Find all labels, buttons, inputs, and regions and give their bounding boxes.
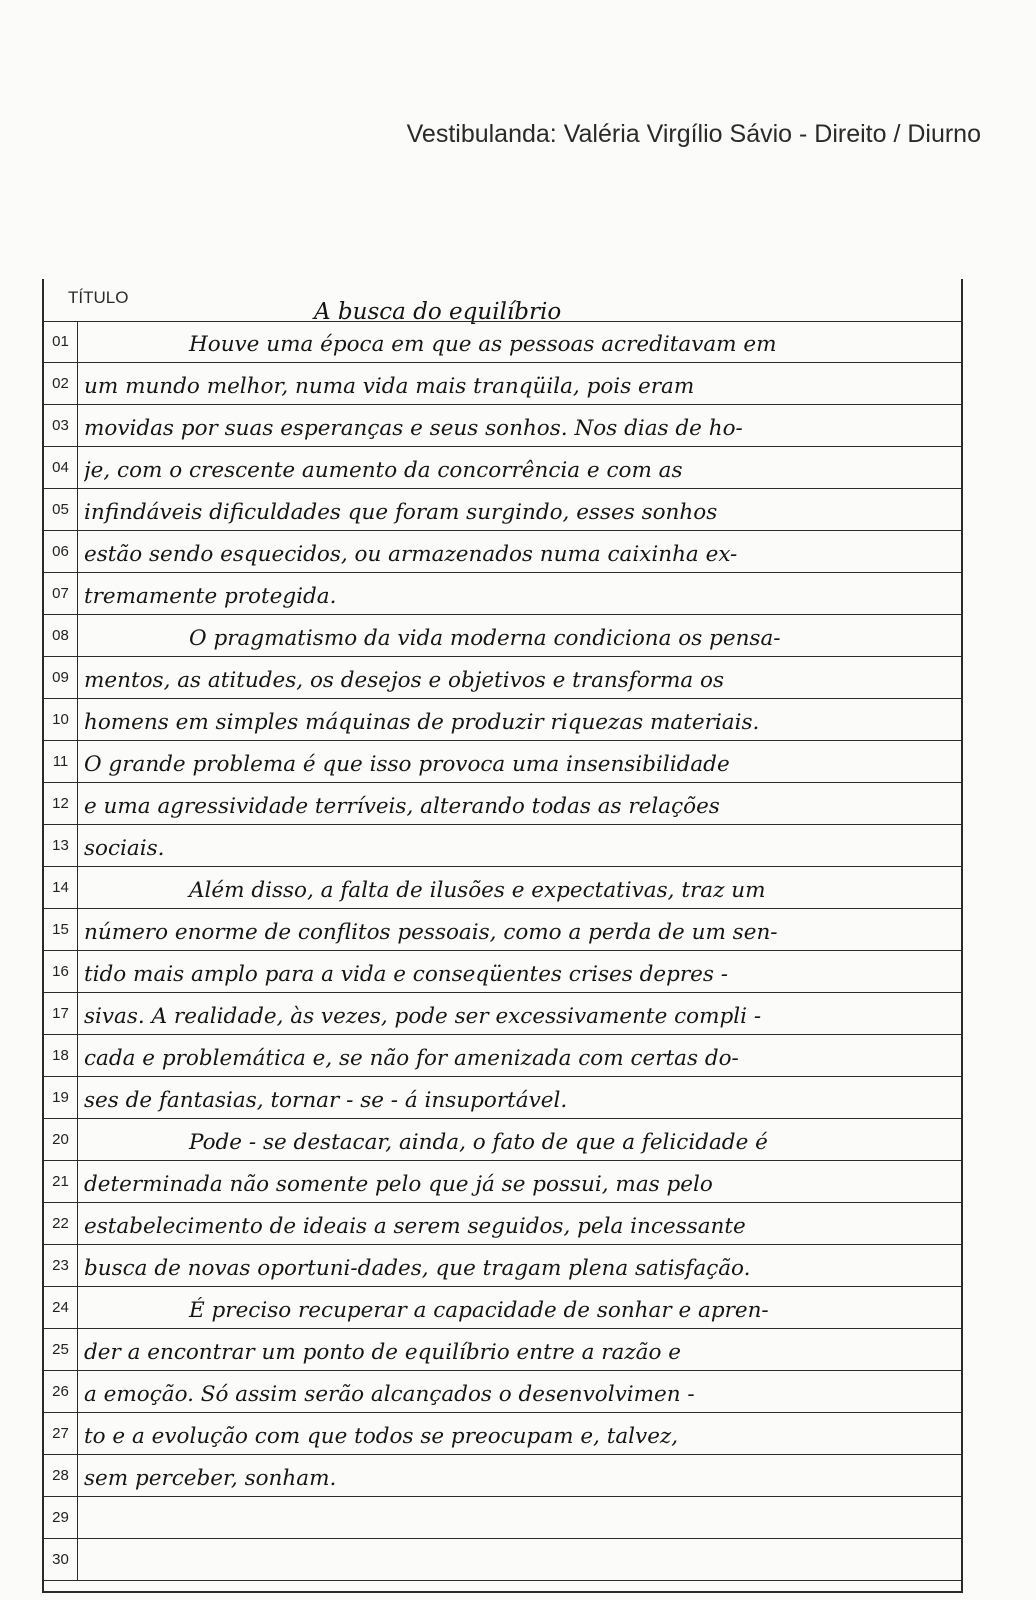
line-number: 17 xyxy=(44,993,78,1034)
line-number: 05 xyxy=(44,489,78,530)
line-number: 09 xyxy=(44,657,78,698)
line-text: tido mais amplo para a vida e conseqüentes crises depres - xyxy=(84,962,728,987)
line-number: 16 xyxy=(44,951,78,992)
line-number: 20 xyxy=(44,1119,78,1160)
essay-line xyxy=(44,699,961,741)
line-number: 25 xyxy=(44,1329,78,1370)
line-number: 04 xyxy=(44,447,78,488)
essay-line xyxy=(44,1413,961,1455)
essay-line xyxy=(44,447,961,489)
line-text: É preciso recuperar a capacidade de sonhar e apren- xyxy=(189,1298,769,1323)
essay-line xyxy=(44,321,961,363)
candidate-header: Vestibulanda: Valéria Virgílio Sávio - Direito / Diurno xyxy=(406,120,981,148)
line-text: to e a evolução com que todos se preocupam e, talvez, xyxy=(84,1424,679,1449)
essay-line xyxy=(44,1539,961,1581)
line-text: homens em simples máquinas de produzir riquezas materiais. xyxy=(84,710,760,735)
essay-line xyxy=(44,783,961,825)
essay-line xyxy=(44,741,961,783)
line-number: 23 xyxy=(44,1245,78,1286)
line-text: ses de fantasias, tornar - se - á insuportável. xyxy=(84,1088,568,1113)
essay-line xyxy=(44,489,961,531)
line-text: mentos, as atitudes, os desejos e objetivos e transforma os xyxy=(84,668,724,693)
essay-line xyxy=(44,531,961,573)
title-label: TÍTULO xyxy=(68,288,129,307)
essay-line xyxy=(44,1497,961,1539)
line-text: der a encontrar um ponto de equilíbrio entre a razão e xyxy=(84,1340,681,1365)
line-text: e uma agressividade terríveis, alterando todas as relações xyxy=(84,794,720,819)
line-number: 06 xyxy=(44,531,78,572)
essay-line xyxy=(44,825,961,867)
essay-line xyxy=(44,405,961,447)
line-number: 28 xyxy=(44,1455,78,1496)
essay-line xyxy=(44,1119,961,1161)
essay-line xyxy=(44,573,961,615)
line-number: 02 xyxy=(44,363,78,404)
essay-lines xyxy=(44,321,961,1581)
essay-line xyxy=(44,1203,961,1245)
line-text: Houve uma época em que as pessoas acreditavam em xyxy=(189,332,777,357)
essay-line xyxy=(44,1161,961,1203)
essay-line xyxy=(44,867,961,909)
essay-line xyxy=(44,1077,961,1119)
line-number: 08 xyxy=(44,615,78,656)
line-number: 27 xyxy=(44,1413,78,1454)
essay-line xyxy=(44,1035,961,1077)
essay-line xyxy=(44,1287,961,1329)
line-number: 15 xyxy=(44,909,78,950)
essay-title: A busca do equilíbrio xyxy=(314,299,562,325)
line-text: determinada não somente pelo que já se possui, mas pelo xyxy=(84,1172,713,1197)
essay-line xyxy=(44,657,961,699)
line-number: 29 xyxy=(44,1497,78,1538)
line-text: tremamente protegida. xyxy=(84,584,337,609)
essay-line xyxy=(44,1245,961,1287)
line-text: movidas por suas esperanças e seus sonhos. Nos dias de ho- xyxy=(84,416,743,441)
line-text: O grande problema é que isso provoca uma insensibilidade xyxy=(84,752,730,777)
essay-line xyxy=(44,363,961,405)
essay-line xyxy=(44,951,961,993)
line-number: 11 xyxy=(44,741,78,782)
line-number: 18 xyxy=(44,1035,78,1076)
line-text: cada e problemática e, se não for amenizada com certas do- xyxy=(84,1046,739,1071)
line-number: 26 xyxy=(44,1371,78,1412)
line-text: infindáveis dificuldades que foram surgindo, esses sonhos xyxy=(84,500,718,525)
line-number: 22 xyxy=(44,1203,78,1244)
essay-sheet xyxy=(42,279,963,1593)
line-number: 01 xyxy=(44,321,78,362)
line-text: estabelecimento de ideais a serem seguidos, pela incessante xyxy=(84,1214,746,1239)
line-text: Além disso, a falta de ilusões e expectativas, traz um xyxy=(189,878,766,903)
line-text: Pode - se destacar, ainda, o fato de que a felicidade é xyxy=(189,1130,768,1155)
line-text: sociais. xyxy=(84,836,165,861)
line-text: sem perceber, sonham. xyxy=(84,1466,337,1491)
line-text: busca de novas oportuni-dades, que tragam plena satisfação. xyxy=(84,1256,751,1281)
line-number: 21 xyxy=(44,1161,78,1202)
essay-line xyxy=(44,1371,961,1413)
line-text: je, com o crescente aumento da concorrência e com as xyxy=(84,458,683,483)
line-text: O pragmatismo da vida moderna condiciona os pensa- xyxy=(189,626,781,651)
line-text: a emoção. Só assim serão alcançados o desenvolvimen - xyxy=(84,1382,695,1407)
line-number: 19 xyxy=(44,1077,78,1118)
line-number: 14 xyxy=(44,867,78,908)
essay-line xyxy=(44,993,961,1035)
line-number: 12 xyxy=(44,783,78,824)
essay-line xyxy=(44,615,961,657)
line-text: um mundo melhor, numa vida mais tranqüila, pois eram xyxy=(84,374,695,399)
line-number: 07 xyxy=(44,573,78,614)
line-number: 13 xyxy=(44,825,78,866)
essay-line xyxy=(44,1329,961,1371)
line-number: 24 xyxy=(44,1287,78,1328)
line-text: estão sendo esquecidos, ou armazenados numa caixinha ex- xyxy=(84,542,738,567)
line-number: 10 xyxy=(44,699,78,740)
line-number: 30 xyxy=(44,1539,78,1580)
essay-line xyxy=(44,1455,961,1497)
line-text: sivas. A realidade, às vezes, pode ser excessivamente compli - xyxy=(84,1004,762,1029)
line-text: número enorme de conflitos pessoais, como a perda de um sen- xyxy=(84,920,778,945)
essay-line xyxy=(44,909,961,951)
line-number: 03 xyxy=(44,405,78,446)
